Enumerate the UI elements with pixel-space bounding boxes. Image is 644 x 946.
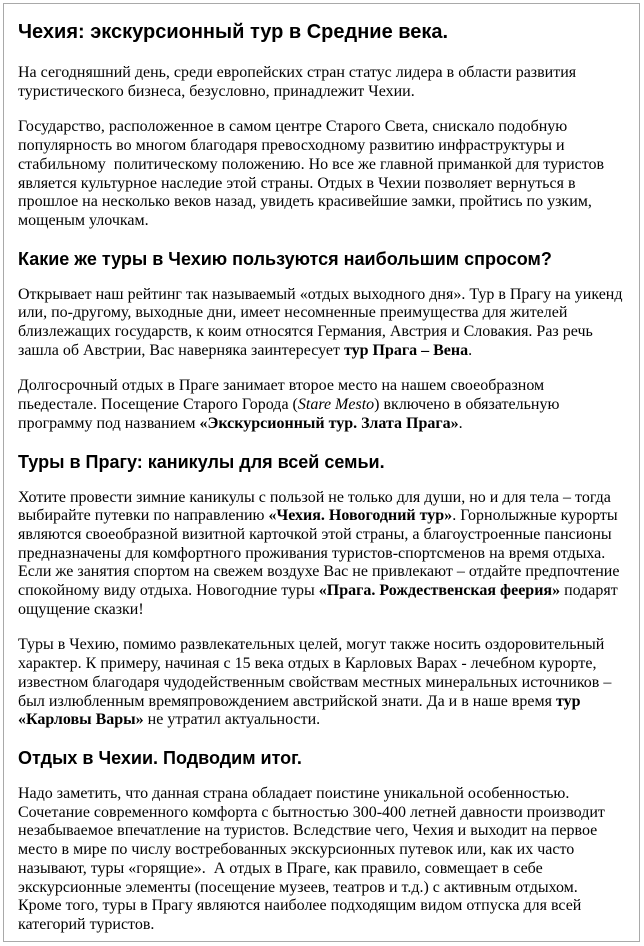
section-heading-summary: Отдых в Чехии. Подводим итог. (18, 747, 302, 768)
text-run: . (468, 341, 473, 359)
bold-christmas-tour: «Прага. Рождественская феерия» (318, 582, 561, 600)
bold-karlovy-vary-tour: тур «Карловы Вары» (18, 692, 581, 729)
text-run: подарят ощущение сказки! (18, 582, 618, 618)
bold-tour-praga-vena: тур Прага – Вена (343, 341, 469, 359)
text-run: Туры в Чехию, помимо развлекательных целей, могут также носить оздоровительный характер. К примеру, начиная с 15 века отдых в Карловых Варах - лечебном курорте, известном благодаря чудодейственным свойствам местных минеральных источников – был излюбленным времяпровождением австрийской знати. Да и в наше время (18, 636, 612, 710)
paragraph-weekend-tour (18, 286, 624, 361)
text-run: . Горнолыжные курорты являются своеобразной визитной карточкой этой страны, а благоустроенные пансионы предназначены для комфортного проживания туристов-спортсменов на время отдыха. Если же занятия спортом на свежем воздухе Вас не привлекают – отдайте предпочтение спокойному виду отдыха. Новогодние туры (18, 507, 620, 600)
paragraph-country: Государство, расположенное в самом центре Старого Света, снискало подобную популярность во многом благодаря превосходному развитию инфраструктуры и стабильному политическому положению. Но все же главной приманкой для туристов является культурное наследие этой страны. Отдых в Чехии позволяет вернуться в прошлое на несколько веков назад, увидеть красивейшие замки, пройтись по узким, мощеным улочкам. (18, 118, 605, 229)
article (4, 4, 639, 935)
bold-new-year-tour: «Чехия. Новогодний тур» (268, 507, 453, 525)
text-run: не утратил актуальности. (143, 711, 321, 729)
italic-stare-mesto: Stare Mesto (297, 396, 375, 414)
section-heading-demand: Какие же туры в Чехию пользуются наибольшим спросом? (18, 248, 552, 269)
text-run: Долгосрочный отдых в Праге занимает второе место на нашем своеобразном пьедестале. Посещение Старого Города ( (18, 377, 545, 414)
bold-tour-zlata-praga: «Экскурсионный тур. Злата Прага» (199, 414, 459, 432)
article-title: Чехия: экскурсионный тур в Средние века. (18, 21, 449, 43)
paragraph-health-tours (18, 636, 624, 730)
text-run: . (458, 414, 463, 432)
page-border (3, 3, 640, 942)
text-run: ) включено в обязательную программу под названием (18, 396, 560, 432)
text-run: Хотите провести зимние каникулы с пользой не только для души, но и для тела – тогда выбирайте путевки по направлению (18, 488, 611, 525)
paragraph-intro: На сегодняшний день, среди европейских стран статус лидера в области развития туристического бизнеса, безусловно, принадлежит Чехии. (18, 64, 577, 100)
section-heading-family: Туры в Прагу: каникулы для всей семьи. (18, 451, 385, 472)
text-run: Открывает наш рейтинг так называемый «отдых выходного дня». Тур в Прагу на уикенд или, по-другому, выходные дни, имеет несомненные преимущества для жителей близлежащих государств, к коим относятся Германия, Австрия и Словакия. Раз речь зашла об Австрии, Вас наверняка заинтересует (18, 285, 623, 359)
paragraph-long-stay (18, 377, 624, 433)
paragraph-conclusion: Надо заметить, что данная страна обладает поистине уникальной особенностью. Сочетание современного комфорта с бытностью 300-400 летней давности производит незабываемое впечатление на туристов. Вследствие чего, Чехия и выходит на первое место в мире по числу востребованных экскурсионных путевок или, как их часто называют, туры «горящие». А отдых в Праге, как правило, совмещает в себе экскурсионные элементы (посещение музеев, театров и т.д.) с активным отдыхом. Кроме того, туры в Прагу являются наиболее подходящим видом отпуска для всей категорий туристов. (18, 784, 605, 933)
paragraph-winter-holidays (18, 489, 624, 620)
